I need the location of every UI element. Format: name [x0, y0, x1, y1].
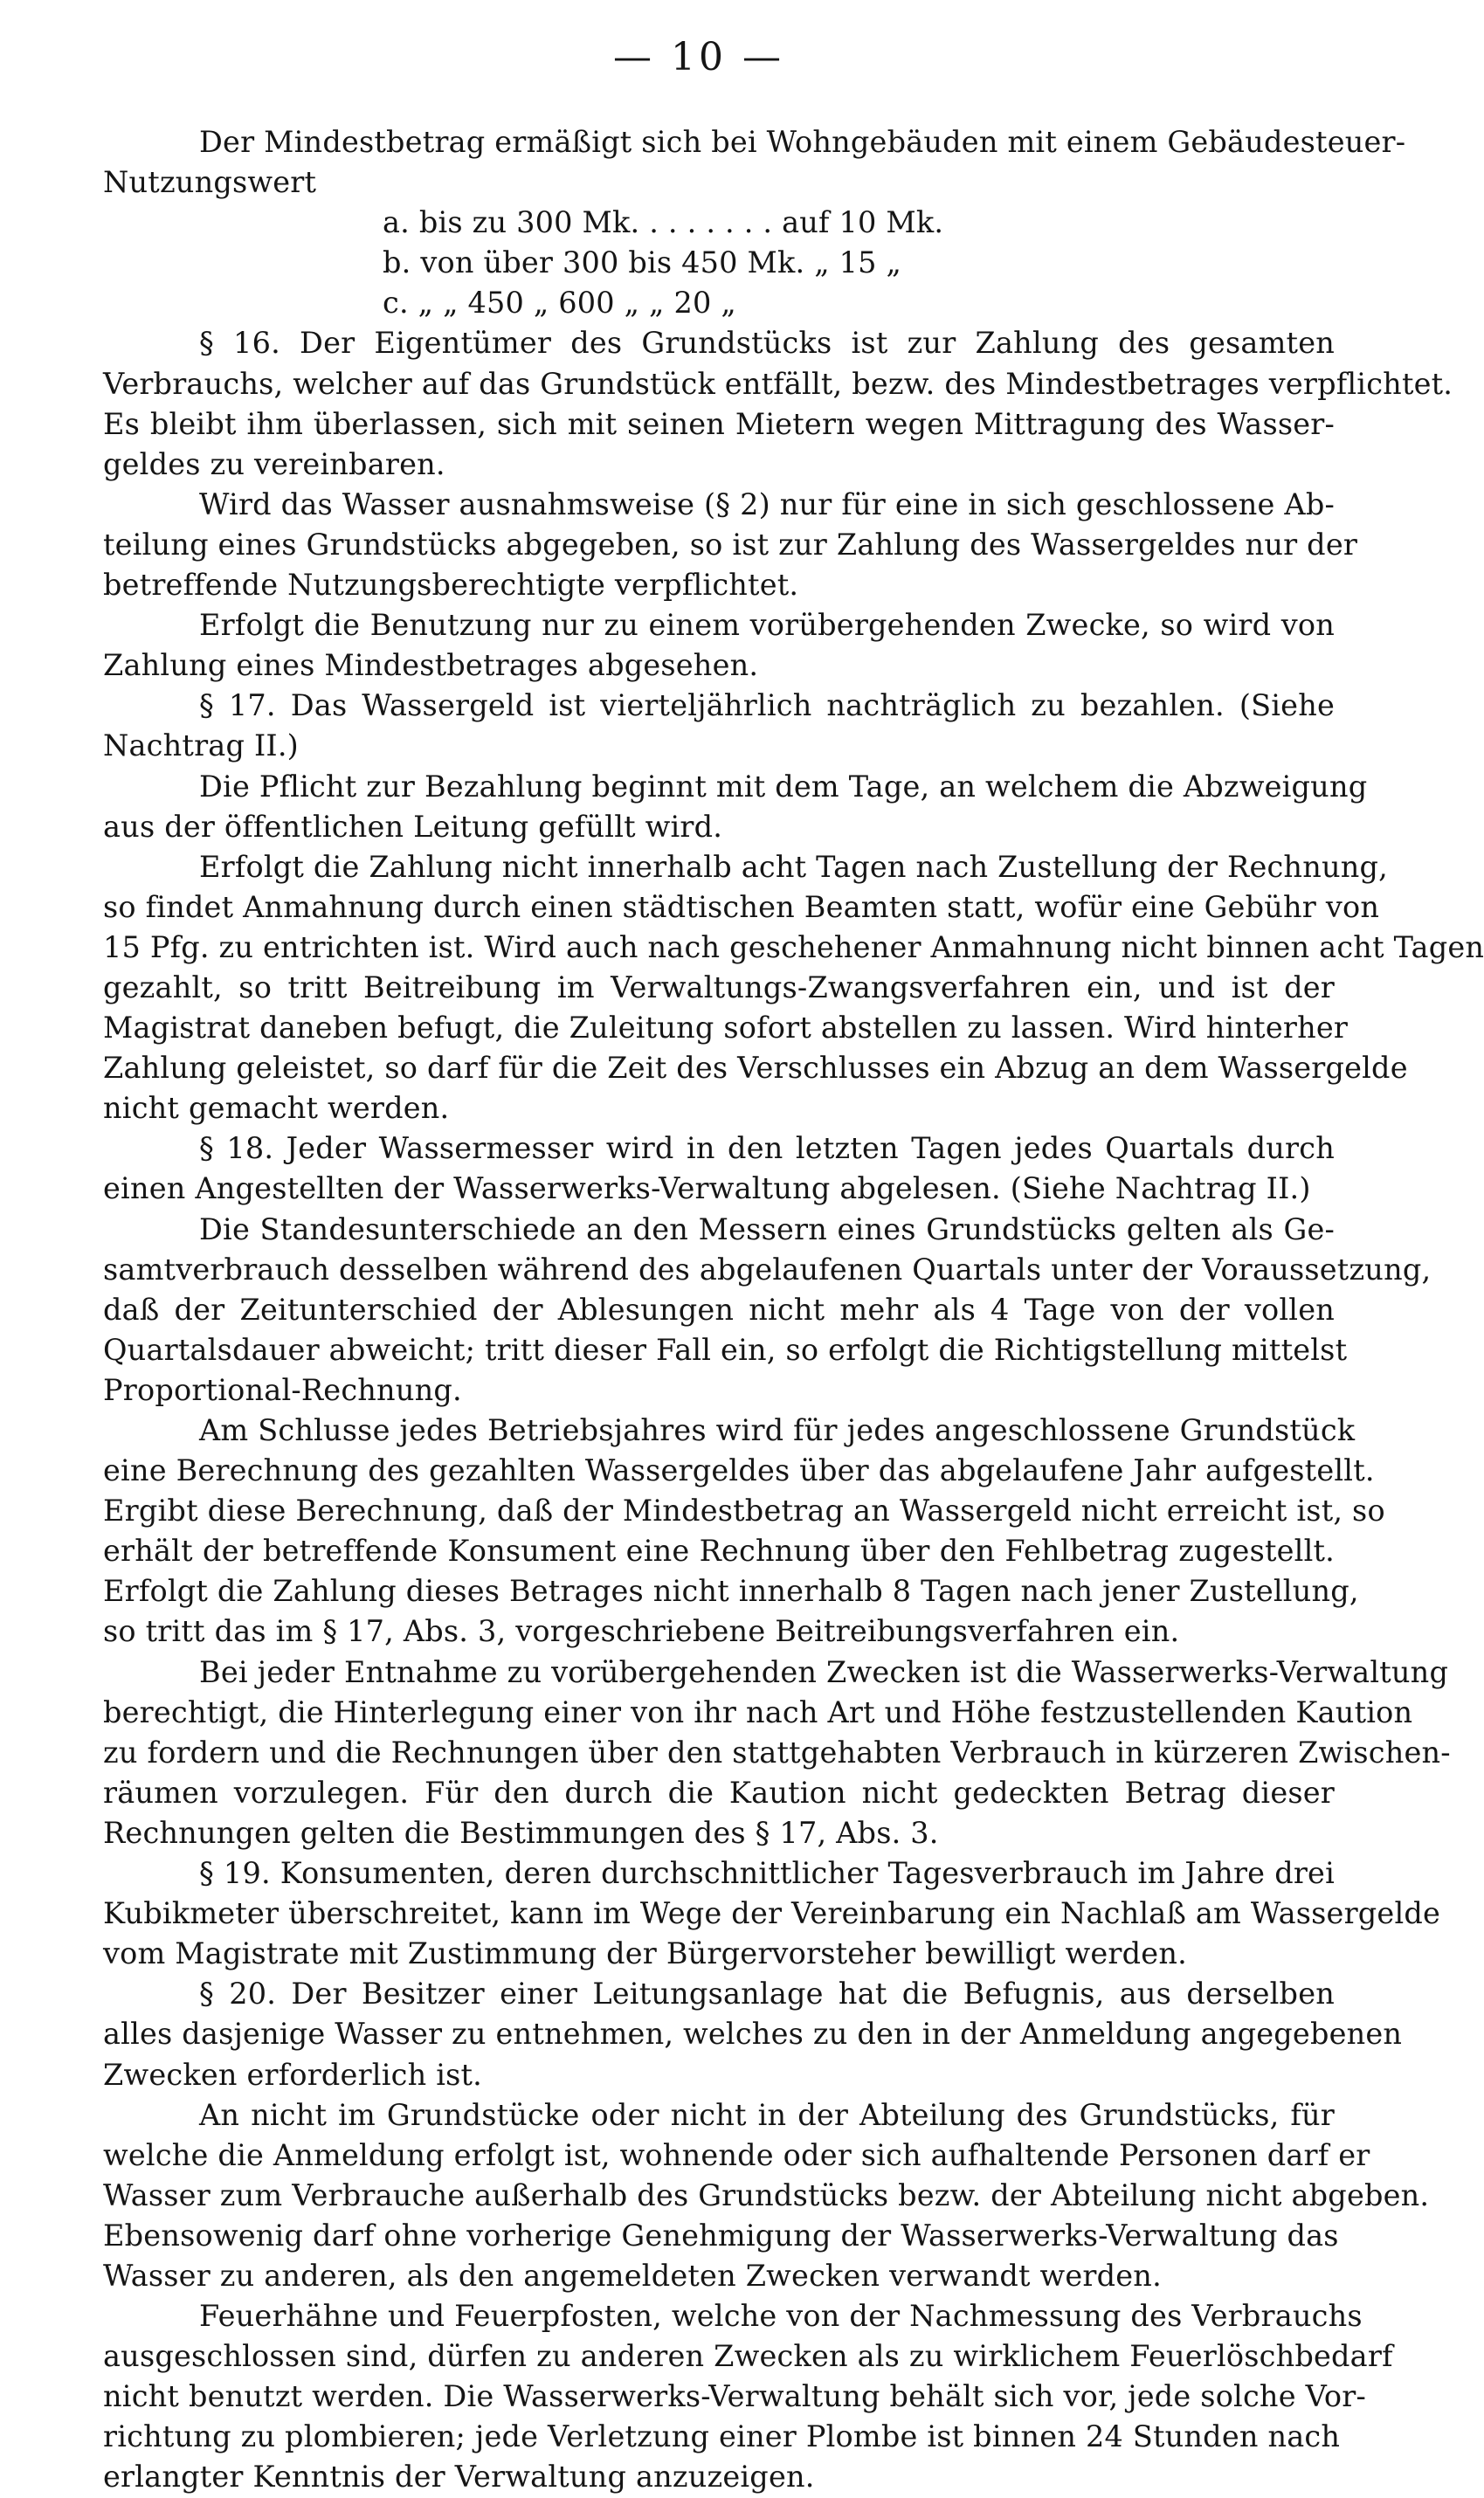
text-line: Wasser zum Verbrauche außerhalb des Grundstücks bezw. der Abteilung nicht abgeben. [103, 2177, 1430, 2212]
text-line: Erfolgt die Zahlung dieses Betrages nicht innerhalb 8 Tagen nach jener Zustellung, [103, 1574, 1359, 1609]
text-line: Proportional-Rechnung. [103, 1372, 462, 1407]
text-line: § 20. Der Besitzer einer Leitungsanlage hat die Befugnis, aus derselben [199, 1977, 1335, 2012]
text-line: Ebensowenig darf ohne vorherige Genehmigung der Wasserwerks-Verwaltung das [103, 2218, 1339, 2253]
list-item: c. „ „ 450 „ 600 „ „ 20 „ [383, 286, 736, 321]
text-line: Wasser zu anderen, als den angemeldeten Zwecken verwandt werden. [103, 2258, 1162, 2293]
text-line: einen Angestellten der Wasserwerks-Verwaltung abgelesen. (Siehe Nachtrag II.) [103, 1171, 1311, 1206]
text-line: 15 Pfg. zu entrichten ist. Wird auch nach geschehener Anmahnung nicht binnen acht Tagen [103, 929, 1484, 964]
paragraph [103, 1210, 1432, 1411]
text-line: Zwecken erforderlich ist. [103, 2057, 483, 2092]
paragraph [103, 2296, 1393, 2497]
text-line: so tritt das im § 17, Abs. 3, vorgeschriebene Beitreibungsverfahren ein. [103, 1614, 1180, 1649]
text-line: aus der öffentlichen Leitung gefüllt wird. [103, 809, 723, 844]
paragraph [103, 485, 1358, 605]
text-line: ausgeschlossen sind, dürfen zu anderen Zwecken als zu wirklichem Feuerlöschbedarf [103, 2339, 1393, 2374]
text-line: samtverbrauch desselben während des abgelaufenen Quartals unter der Voraussetzung, [103, 1252, 1432, 1287]
paragraph [103, 323, 1453, 484]
text-line: Erfolgt die Zahlung nicht innerhalb acht Tagen nach Zustellung der Rechnung, [199, 849, 1389, 884]
text-line: An nicht im Grundstücke oder nicht in der Abteilung des Grundstücks, für [199, 2097, 1335, 2132]
text-line: Magistrat daneben befugt, die Zuleitung sofort abstellen zu lassen. Wird hinterher [103, 1011, 1349, 1045]
text-line: Der Mindestbetrag ermäßigt sich bei Wohngebäuden mit einem Gebäudesteuer- [199, 125, 1406, 159]
minimum-amount-list [103, 203, 1335, 323]
text-line: berechtigt, die Hinterlegung einer von ihr nach Art und Höhe festzustellenden Kaution [103, 1694, 1413, 1729]
text-line: nicht benutzt werden. Die Wasserwerks-Verwaltung behält sich vor, jede solche Vor- [103, 2379, 1367, 2414]
text-line: Feuerhähne und Feuerpfosten, welche von der Nachmessung des Verbrauchs [199, 2299, 1363, 2334]
text-line: Nutzungswert [103, 165, 317, 200]
paragraph [103, 767, 1368, 847]
paragraph [103, 605, 1335, 686]
text-line: § 19. Konsumenten, deren durchschnittlicher Tagesverbrauch im Jahre drei [199, 1856, 1335, 1891]
paragraph [103, 847, 1484, 1129]
text-line: welche die Anmeldung erfolgt ist, wohnende oder sich aufhaltende Personen darf er [103, 2137, 1370, 2172]
paragraph [103, 1853, 1441, 1974]
text-line: Am Schlusse jedes Betriebsjahres wird für jedes angeschlossene Grundstück [199, 1413, 1356, 1447]
text-line: daß der Zeitunterschied der Ablesungen nicht mehr als 4 Tage von der vollen [103, 1292, 1335, 1327]
paragraph [103, 1411, 1385, 1653]
text-line: Rechnungen gelten die Bestimmungen des § 17, Abs. 3. [103, 1815, 939, 1850]
text-line: gezahlt, so tritt Beitreibung im Verwaltungs-Zwangsverfahren ein, und ist der [103, 970, 1335, 1004]
paragraph [103, 686, 1335, 766]
paragraph [103, 1653, 1451, 1853]
text-line: Es bleibt ihm überlassen, sich mit seinen Mietern wegen Mittragung des Wasser- [103, 406, 1335, 441]
text-line: § 18. Jeder Wassermesser wird in den letzten Tagen jedes Quartals durch [199, 1131, 1335, 1166]
page-number: — 10 — [613, 35, 784, 79]
text-line: Kubikmeter überschreitet, kann im Wege der Vereinbarung ein Nachlaß am Wassergelde [103, 1896, 1441, 1931]
text-line: Wird das Wasser ausnahmsweise (§ 2) nur für eine in sich geschlossene Ab- [199, 486, 1335, 521]
text-line: betreffende Nutzungsberechtigte verpflichtet. [103, 568, 799, 603]
text-line: Die Pflicht zur Bezahlung beginnt mit dem Tage, an welchem die Abzweigung [199, 769, 1368, 804]
text-line: § 16. Der Eigentümer des Grundstücks ist zur Zahlung des gesamten [199, 326, 1335, 361]
text-line: Die Standesunterschiede an den Messern eines Grundstücks gelten als Ge- [199, 1211, 1335, 1246]
paragraph [103, 1974, 1403, 2094]
text-line: Ergibt diese Berechnung, daß der Mindestbetrag an Wassergeld nicht erreicht ist, so [103, 1494, 1385, 1528]
text-line: erlangter Kenntnis der Verwaltung anzuzeigen. [103, 2460, 815, 2495]
paragraphs [103, 323, 1484, 2497]
text-line: Quartalsdauer abweicht; tritt dieser Fall ein, so erfolgt die Richtigstellung mittelst [103, 1332, 1348, 1367]
list-item: b. von über 300 bis 450 Mk. „ 15 „ [383, 245, 902, 280]
paragraph [103, 2095, 1430, 2296]
text-line: Bei jeder Entnahme zu vorübergehenden Zwecken ist die Wasserwerks-Verwaltung [199, 1654, 1449, 1689]
text-line: so findet Anmahnung durch einen städtischen Beamten statt, wofür eine Gebühr von [103, 889, 1380, 924]
text-line: Nachtrag II.) [103, 728, 299, 763]
text-line: geldes zu vereinbaren. [103, 446, 445, 481]
text-line: § 17. Das Wassergeld ist vierteljährlich nachträglich zu bezahlen. (Siehe [199, 688, 1335, 723]
text-line: räumen vorzulegen. Für den durch die Kaution nicht gedeckten Betrag dieser [103, 1775, 1335, 1810]
text-line: Zahlung eines Mindestbetrages abgesehen. [103, 648, 759, 683]
text-line: vom Magistrate mit Zustimmung der Bürgervorsteher bewilligt werden. [103, 1936, 1187, 1971]
text-line: zu fordern und die Rechnungen über den stattgehabten Verbrauch in kürzeren Zwischen- [103, 1735, 1451, 1770]
text-line: Verbrauchs, welcher auf das Grundstück entfällt, bezw. des Mindestbetrages verpflichtet. [103, 366, 1453, 401]
text-line: erhält der betreffende Konsument eine Rechnung über den Fehlbetrag zugestellt. [103, 1534, 1335, 1569]
text-line: eine Berechnung des gezahlten Wassergeldes über das abgelaufene Jahr aufgestellt. [103, 1453, 1375, 1488]
page-text [103, 122, 1484, 2498]
text-line: teilung eines Grundstücks abgegeben, so ist zur Zahlung des Wassergeldes nur der [103, 527, 1358, 562]
text-line: alles dasjenige Wasser zu entnehmen, welches zu den in der Anmeldung angegebenen [103, 2017, 1403, 2052]
text-line: Zahlung geleistet, so darf für die Zeit des Verschlusses ein Abzug an dem Wassergelde [103, 1051, 1408, 1086]
text-line: Erfolgt die Benutzung nur zu einem vorübergehenden Zwecke, so wird von [199, 608, 1335, 643]
paragraph [103, 1128, 1335, 1209]
list-item: a. bis zu 300 Mk. . . . . . . . auf 10 Mk. [383, 205, 944, 240]
text-line: richtung zu plombieren; jede Verletzung einer Plombe ist binnen 24 Stunden nach [103, 2419, 1341, 2454]
text-line: nicht gemacht werden. [103, 1091, 450, 1126]
